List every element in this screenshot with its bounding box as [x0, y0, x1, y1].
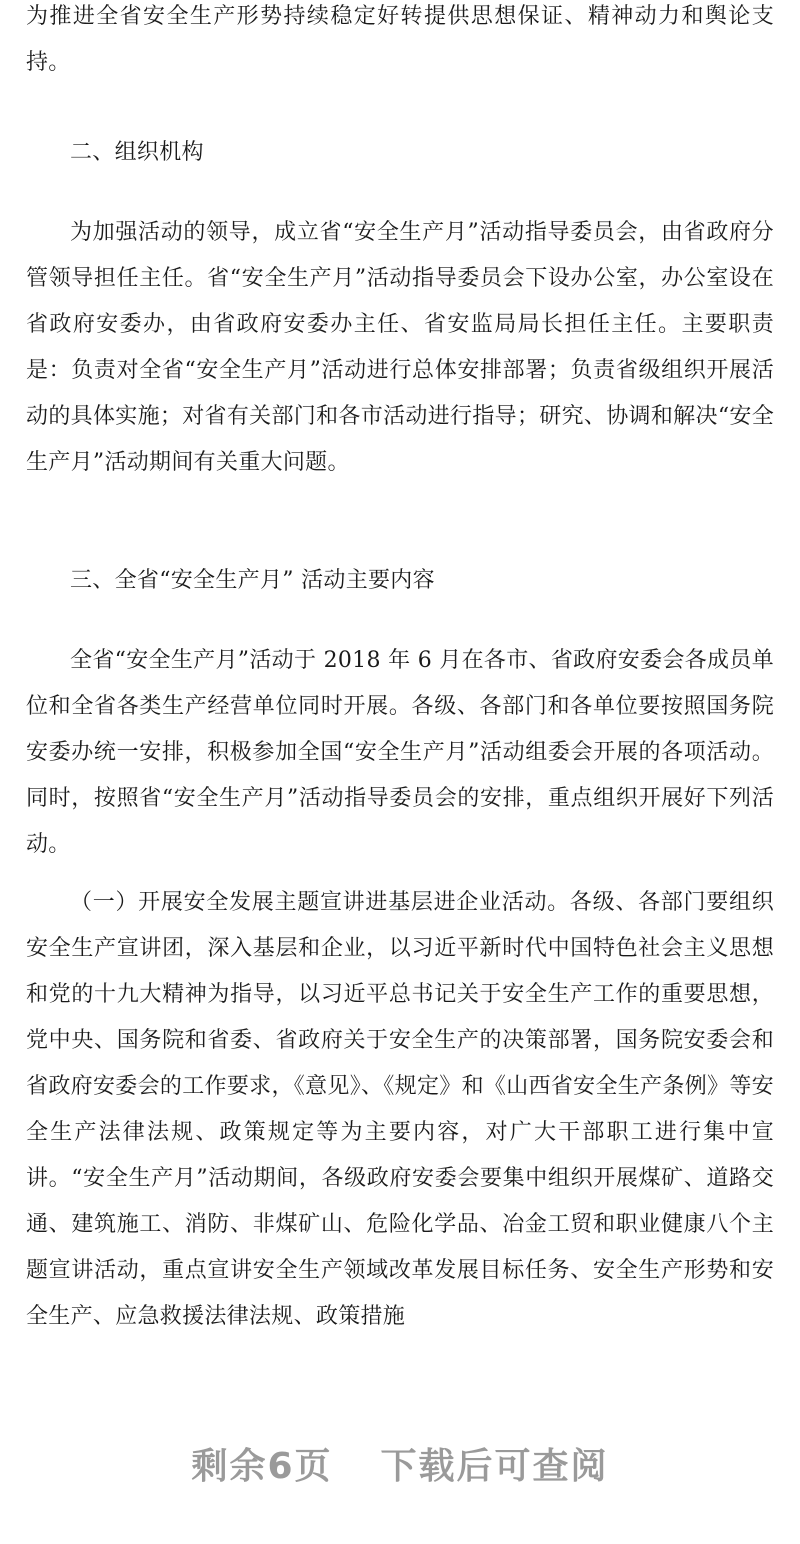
section-heading-organization: 二、组织机构 [70, 140, 204, 165]
download-to-view-label[interactable]: 下载后可查阅 [380, 1446, 609, 1487]
section-heading-main-content: 三、全省“安全生产月” 活动主要内容 [70, 568, 435, 593]
section-paragraph-organization: 为加强活动的领导，成立省“安全生产月”活动指导委员会，由省政府分管领导担任主任。省“安全生产月”活动指导委员会下设办公室，办公室设在省政府安委办，由省政府安委办主任、省安监局局长担任主任。主要职责是：负责对全省“安全生产月”活动进行总体安排部署；负责省级组织开展活动的具体实施；对省有关部门和各市活动进行指导；研究、协调和解决“安全生产月”活动期间有关重大问题。 [26, 220, 774, 475]
lead-paragraph: 为推进全省安全生产形势持续稳定好转提供思想保证、精神动力和舆论支持。 [26, 4, 774, 75]
remaining-pages-label: 剩余6页 [191, 1446, 333, 1487]
subsection-paragraph-lecture: （一）开展安全发展主题宣讲进基层进企业活动。各级、各部门要组织安全生产宣讲团，深入基层和企业，以习近平新时代中国特色社会主义思想和党的十九大精神为指导，以习近平总书记关于安全生产工作的重要思想，党中央、国务院和省委、省政府关于安全生产的决策部署，国务院安委会和省政府安委会的工作要求，《意见》、《规定》和《山西省安全生产条例》等安全生产法律法规、政策规定等为主要内容，对广大干部职工进行集中宣讲。“安全生产月”活动期间，各级政府安委会要集中组织开展煤矿、道路交通、建筑施工、消防、非煤矿山、危险化学品、冶金工贸和职业健康八个主题宣讲活动，重点宣讲安全生产领域改革发展目标任务、安全生产形势和安全生产、应急救援法律法规、政策措施 [26, 890, 774, 1329]
download-banner[interactable] [0, 1438, 800, 1489]
section-paragraph-main-content: 全省“安全生产月”活动于 2018 年 6 月在各市、省政府安委会各成员单位和全省各类生产经营单位同时开展。各级、各部门和各单位要按照国务院安委办统一安排，积极参加全国“安全生产月”活动组委会开展的各项活动。同时，按照省“安全生产月”活动指导委员会的安排，重点组织开展好下列活动。 [26, 648, 774, 857]
